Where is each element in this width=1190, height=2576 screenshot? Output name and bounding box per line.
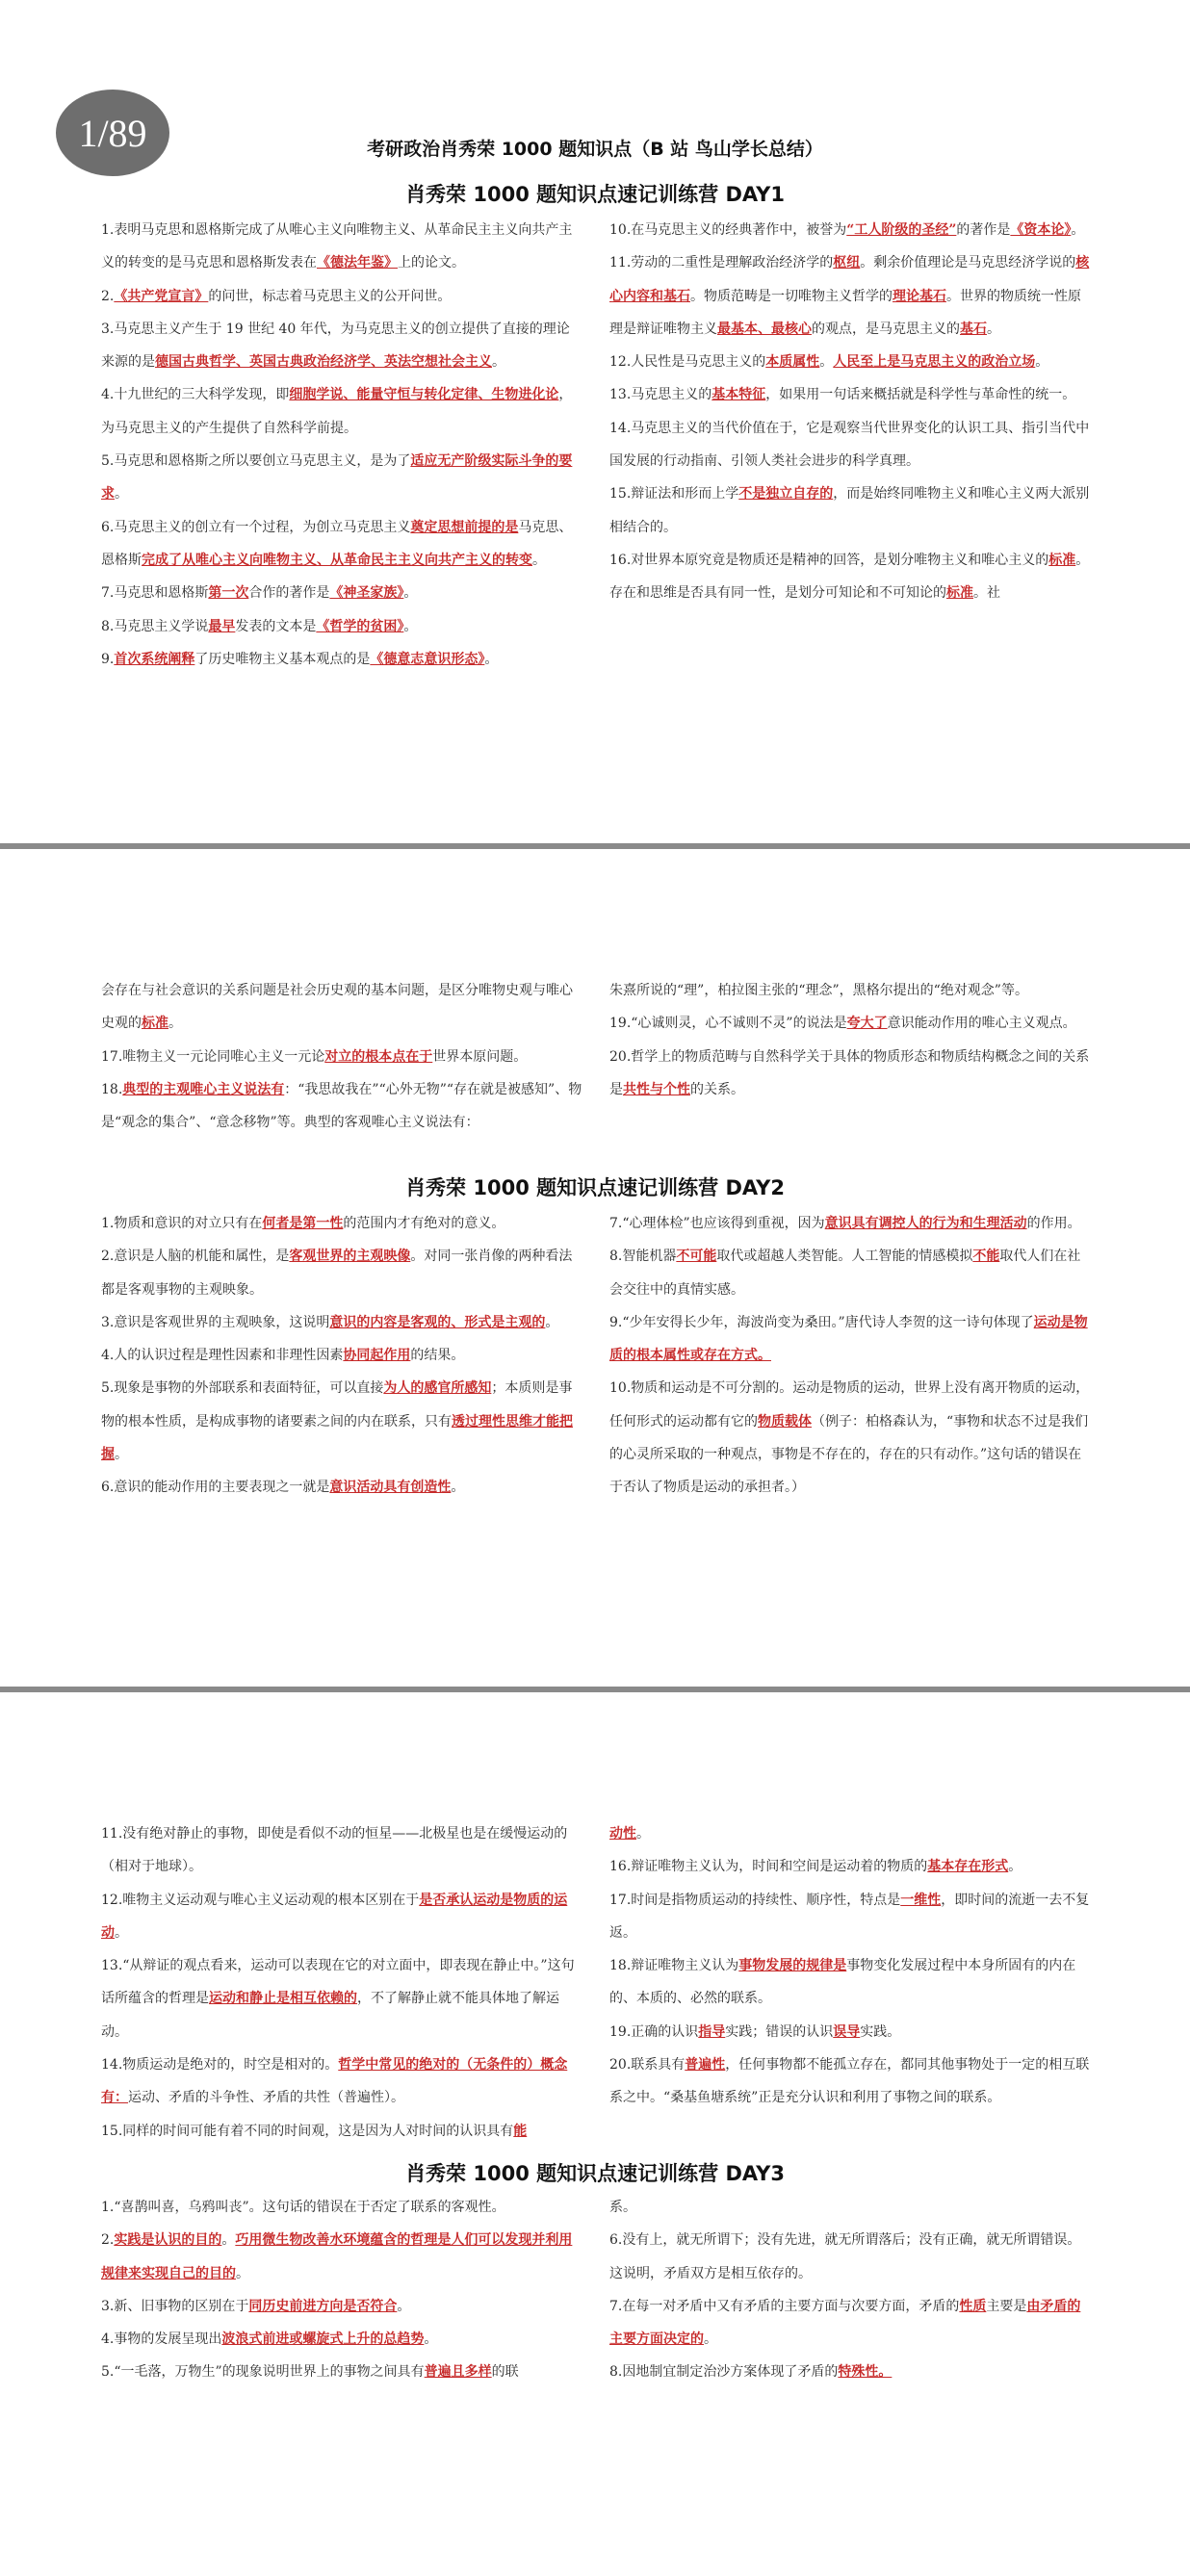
point-text: ，任何事物都不能孤立存在，都同其他事物处于一定的相互联系之中。“桑基鱼塘系统”正是充分认识和利用了事物之间的联系。 <box>609 2057 1090 2106</box>
knowledge-point-item <box>101 313 582 379</box>
point-text: 合作的著作是 <box>248 585 330 602</box>
knowledge-point-item <box>609 378 1091 411</box>
highlighted-key-phrase: 标准 <box>142 1016 168 1032</box>
point-text: 的结果。 <box>410 1348 465 1364</box>
point-text: 12.人民性是马克思主义的 <box>609 354 766 371</box>
knowledge-point-item <box>609 1817 1091 1850</box>
point-text: 14.马克思主义的当代价值在于，它是观察当代世界变化的认识工具、指引当代中国发展的行动指南、引领人类社会进步的科学真理。 <box>609 420 1090 470</box>
highlighted-key-phrase: 《德法年鉴》 <box>317 255 398 271</box>
day2-right-column <box>609 1207 1091 1505</box>
highlighted-key-phrase: 物质载体 <box>758 1413 812 1430</box>
knowledge-point-item <box>609 1949 1091 2016</box>
point-text: 4.十九世纪的三大科学发现，即 <box>101 387 290 403</box>
point-text: 。 <box>987 321 1000 337</box>
highlighted-key-phrase: 误导 <box>833 2023 861 2040</box>
highlighted-key-phrase: 政治立场 <box>981 354 1036 371</box>
point-text: 16.辩证唯物主义认为，时间和空间是运动着的物质的 <box>609 1859 928 1875</box>
point-text: 。 <box>424 2331 438 2348</box>
point-text: 12.唯物主义运动观与唯心主义运动观的根本区别在于 <box>101 1892 420 1908</box>
knowledge-point-item <box>101 974 582 1041</box>
knowledge-point-item <box>101 577 582 609</box>
point-text: 10.在马克思主义的经典著作中，被誉为 <box>609 222 847 238</box>
day1-right-column <box>609 214 1091 610</box>
point-text: 16.对世界本原究竟是物质还是精神的回答，是划分唯物主义和唯心主义的 <box>609 552 1049 568</box>
knowledge-point-item <box>609 477 1091 544</box>
point-text: 马克思、恩格斯 <box>101 519 573 568</box>
point-text: 1.表明马克思和恩格斯完成了从唯心主义向唯物主义、从革命民主主义向共产主义的转变的是马克思和恩格斯发表在 <box>101 222 573 271</box>
point-text: 。物质范畴是一切唯物主义哲学的 <box>690 288 892 304</box>
knowledge-point-item <box>101 1339 582 1372</box>
point-text: 2. <box>101 2232 115 2249</box>
point-text: 20.联系具有 <box>609 2057 686 2074</box>
point-text: 系。 <box>609 2200 636 2215</box>
document-title: 考研政治肖秀荣 1000 题知识点（B 站 鸟山学长总结） <box>367 139 823 160</box>
point-text: 。 <box>221 2232 236 2249</box>
point-text: 18.辩证唯物主义认为 <box>609 1958 739 1974</box>
highlighted-key-phrase: 首次系统阐释 <box>114 651 195 667</box>
knowledge-point-item <box>101 1372 582 1471</box>
highlighted-key-phrase: 意识具有调控人的行为和生理活动 <box>824 1216 1027 1231</box>
highlighted-key-phrase: 意识活动具有创造性 <box>329 1480 452 1496</box>
point-text: 2. <box>101 288 115 304</box>
point-text: 3.新、旧事物的区别在于 <box>101 2298 249 2314</box>
point-text: 的关系。 <box>690 1081 744 1097</box>
knowledge-point-item <box>101 214 582 280</box>
point-text: 7.马克思和恩格斯 <box>101 585 209 602</box>
highlighted-key-phrase: 细胞学说、能量守恒与转化定律、生物进化论 <box>289 387 559 403</box>
point-text: 。 <box>819 354 834 371</box>
knowledge-point-item <box>609 412 1091 478</box>
point-text: 。 <box>1071 222 1085 238</box>
highlighted-key-phrase: 基本存在形式 <box>927 1859 1009 1875</box>
knowledge-point-item <box>609 2224 1091 2290</box>
knowledge-point-item <box>609 544 1091 610</box>
highlighted-key-phrase: 普遍且多样 <box>424 2364 492 2381</box>
knowledge-point-item <box>609 974 1091 1007</box>
highlighted-key-phrase: 由矛盾的主要方面决定的 <box>609 2298 1081 2348</box>
point-text: 会存在与社会意识的关系问题是社会历史观的基本问题，是区分唯物史观与唯心史观的 <box>101 983 573 1032</box>
section-title-day3: 肖秀荣 1000 题知识点速记训练营 DAY3 <box>405 2162 785 2185</box>
point-text: 6.马克思主义的创立有一个过程，为创立马克思主义 <box>101 519 411 535</box>
highlighted-key-phrase: 《哲学的贫困》 <box>316 618 404 634</box>
point-text: 17.唯物主义一元论同唯心主义一元论 <box>101 1048 325 1065</box>
highlighted-key-phrase: “工人阶级的圣经” <box>846 222 957 238</box>
highlighted-key-phrase: 适应无产阶级实际斗争的要求 <box>101 453 573 502</box>
point-text: 。 <box>115 1924 128 1941</box>
knowledge-point-item <box>609 246 1091 346</box>
highlighted-key-phrase: 第一次 <box>208 585 249 602</box>
point-text: 的联 <box>491 2364 519 2381</box>
knowledge-point-item <box>101 1306 582 1339</box>
knowledge-point-item <box>101 1240 582 1306</box>
point-text: 6.没有上，就无所谓下；没有先进，就无所谓落后；没有正确，就无所谓错误。这说明，矛盾双方是相互依存的。 <box>609 2232 1081 2281</box>
point-text: ，不了解静止就不能具体地了解运动。 <box>101 1991 559 2040</box>
highlighted-key-phrase: 人民至上是马克思主义的 <box>833 354 982 371</box>
knowledge-point-item <box>101 2224 582 2290</box>
knowledge-point-item <box>101 643 582 676</box>
knowledge-point-item <box>101 2191 582 2224</box>
document-page-3 <box>0 1692 1190 2576</box>
point-text: 。 <box>636 1826 650 1842</box>
knowledge-point-item <box>609 214 1091 246</box>
highlighted-key-phrase: 波浪式前进或螺旋式上升的总趋势 <box>221 2331 425 2348</box>
point-text: 。 <box>1035 354 1049 371</box>
point-text: 。 <box>1008 1859 1022 1875</box>
point-text: 。 <box>451 1480 465 1496</box>
highlighted-key-phrase: 不是独立自存的 <box>738 486 834 502</box>
day2-left-column <box>101 1207 582 1505</box>
day2-cont-right-column <box>609 1817 1091 2115</box>
knowledge-point-item <box>101 1471 582 1504</box>
knowledge-point-item <box>101 610 582 643</box>
point-text: 8.因地制宜制定治沙方案体现了矛盾的 <box>609 2364 839 2381</box>
highlighted-key-phrase: 《共产党宣言》 <box>114 288 209 304</box>
point-text: ，为马克思主义的产生提供了自然科学前提。 <box>101 387 573 436</box>
point-text: 9.“少年安得长少年，海波尚变为桑田。”唐代诗人李贺的这一诗句体现了 <box>609 1314 1034 1330</box>
point-text: 。 <box>545 1314 559 1330</box>
point-text: 。 <box>492 354 505 371</box>
highlighted-key-phrase: 《神圣家族》 <box>329 585 404 602</box>
highlighted-key-phrase: 《德意志意识形态》 <box>370 651 485 667</box>
highlighted-key-phrase: 同历史前进方向是否符合 <box>248 2298 398 2314</box>
highlighted-key-phrase: 最基本、最核心 <box>717 321 812 337</box>
highlighted-key-phrase: 性质 <box>959 2298 987 2314</box>
point-text: 5.“一毛落，万物生”的现象说明世界上的事物之间具有 <box>101 2364 425 2381</box>
point-text: 。剩余价值理论是马克思经济学说的 <box>860 255 1076 271</box>
point-text: 15.辩证法和形而上学 <box>609 486 739 502</box>
section-title-day2: 肖秀荣 1000 题知识点速记训练营 DAY2 <box>405 1176 785 1199</box>
point-text: 。 <box>403 618 418 634</box>
knowledge-point-item <box>609 1041 1091 1107</box>
point-text: 13.马克思主义的 <box>609 387 712 403</box>
point-text: 。社 <box>973 585 1000 602</box>
point-text: 世界本原问题。 <box>432 1048 528 1065</box>
highlighted-key-phrase: 完成了从唯心主义向唯物主义、从革命民主主义向共产主义的转变 <box>142 552 532 568</box>
point-text: 11.没有绝对静止的事物，即使是看似不动的恒星——北极星也是在缓慢运动的（相对于地球）。 <box>101 1826 568 1875</box>
knowledge-point-item <box>101 2323 582 2356</box>
highlighted-key-phrase: 核心内容和基石 <box>609 255 1090 304</box>
point-text: 9. <box>101 651 115 667</box>
highlighted-key-phrase: 不能 <box>972 1249 1000 1265</box>
highlighted-key-phrase: 普遍性 <box>685 2057 726 2074</box>
knowledge-point-item <box>101 1817 582 1884</box>
knowledge-point-item <box>609 1207 1091 1240</box>
document-page-1 <box>0 0 1190 843</box>
knowledge-point-item <box>101 445 582 511</box>
highlighted-key-phrase: 事物发展的规律是 <box>738 1958 847 1974</box>
point-text: （例子：柏格森认为，“事物和状态不过是我们的心灵所采取的一种观点，事物是不存在的，存在的只有动作。”这句话的错误在于否认了物质是运动的承担者。） <box>609 1413 1089 1496</box>
knowledge-point-item <box>101 2356 582 2388</box>
point-text: 朱熹所说的“理”，柏拉图主张的“理念”，黑格尔提出的“绝对观念”等。 <box>609 983 1028 998</box>
point-text: 运动、矛盾的斗争性、矛盾的共性（普遍性）。 <box>128 2090 404 2106</box>
highlighted-key-phrase: 特殊性。 <box>838 2364 892 2381</box>
point-text: 8.智能机器 <box>609 1249 677 1265</box>
point-text: 。对同一张肖像的两种看法都是客观事物的主观映象。 <box>101 1249 573 1298</box>
point-text: 5.现象是事物的外部联系和表面特征，可以直接 <box>101 1380 384 1397</box>
highlighted-key-phrase: 不可能 <box>676 1249 717 1265</box>
point-text: 取代人们在社会交往中的真情实感。 <box>609 1249 1081 1298</box>
point-text: 6.意识的能动作用的主要表现之一就是 <box>101 1480 330 1496</box>
highlighted-key-phrase: 哲学中常见的绝对的（无条件的）概念有： <box>101 2057 568 2106</box>
point-text: 事物变化发展过程中本身所固有的内在的、本质的、必然的联系。 <box>609 1958 1076 2007</box>
highlighted-key-phrase: 最早 <box>208 618 236 634</box>
point-text: 取代或超越人类智能。人工智能的情感模拟 <box>716 1249 973 1265</box>
day1-cont-right-column <box>609 974 1091 1106</box>
point-text: 的作用。 <box>1026 1216 1081 1231</box>
point-text: 1.物质和意识的对立只有在 <box>101 1216 263 1231</box>
point-text: 实践；错误的认识 <box>725 2023 834 2040</box>
point-text: 19.正确的认识 <box>609 2023 699 2040</box>
point-text: 。 <box>484 651 499 667</box>
day2-cont-left-column <box>101 1817 582 2148</box>
point-text: 5.马克思和恩格斯之所以要创立马克思主义，是为了 <box>101 453 411 470</box>
knowledge-point-item <box>609 2356 1091 2388</box>
point-text: 7.在每一对矛盾中又有矛盾的主要方面与次要方面，矛盾的 <box>609 2298 960 2314</box>
highlighted-key-phrase: 典型的主观唯心主义说法有 <box>122 1081 285 1097</box>
point-text: 。 <box>532 552 546 568</box>
highlighted-key-phrase: 对立的根本点在于 <box>324 1048 433 1065</box>
point-text: 主要是 <box>986 2298 1027 2314</box>
point-text: 的观点，是马克思主义的 <box>812 321 960 337</box>
point-text: ，如果用一句话来概括就是科学性与革命性的统一。 <box>765 387 1076 403</box>
point-text: 。世界的物质统一性原理是辩证唯物主义 <box>609 288 1081 337</box>
point-text: ；本质则是事物的根本性质，是构成事物的诸要素之间的内在联系，只有 <box>101 1380 573 1430</box>
highlighted-key-phrase: 何者是第一性 <box>262 1216 344 1231</box>
highlighted-key-phrase: 夸大了 <box>846 1016 888 1032</box>
point-text: 。 <box>115 1447 128 1463</box>
highlighted-key-phrase: 是否承认运动是物质的运动 <box>101 1892 568 1941</box>
point-text: 15.同样的时间可能有着不同的时间观，这是因为人对时间的认识具有 <box>101 2123 514 2139</box>
knowledge-point-item <box>609 1372 1091 1504</box>
highlighted-key-phrase: 动性 <box>609 1826 636 1842</box>
point-text: 10.物质和运动是不可分割的。运动是物质的运动，世界上没有离开物质的运动，任何形式的运动都有它的 <box>609 1380 1090 1430</box>
point-text: 20.哲学上的物质范畴与自然科学关于具体的物质形态和物质结构概念之间的关系是 <box>609 1048 1090 1097</box>
highlighted-key-phrase: 奠定思想前提的是 <box>410 519 519 535</box>
highlighted-key-phrase: 理论基石 <box>892 288 946 304</box>
knowledge-point-item <box>609 1884 1091 1950</box>
point-text: 实践。 <box>860 2023 901 2040</box>
point-text: 的范围内才有绝对的意义。 <box>343 1216 505 1231</box>
point-text: 14.物质运动是绝对的，时空是相对的。 <box>101 2057 339 2074</box>
section-title-day1: 肖秀荣 1000 题知识点速记训练营 DAY1 <box>405 183 785 206</box>
highlighted-key-phrase: 能 <box>513 2123 528 2139</box>
highlighted-key-phrase: 一维性 <box>900 1892 942 1908</box>
point-text: ，即时间的流逝一去不复返。 <box>609 1892 1090 1941</box>
point-text: ：“我思故我在”“心外无物”“存在就是被感知”、物是“观念的集合”、“意念移物”等。典型的客观唯心主义说法有： <box>101 1081 582 1131</box>
point-text: ，而是始终同唯物主义和唯心主义两大派别相结合的。 <box>609 486 1090 535</box>
point-text: 意识能动作用的唯心主义观点。 <box>887 1016 1076 1032</box>
highlighted-key-phrase: 运动是物质的根本属性或存在方式。 <box>609 1314 1088 1364</box>
knowledge-point-item <box>101 2048 582 2115</box>
document-page-2 <box>0 849 1190 1687</box>
highlighted-key-phrase: 基石 <box>960 321 987 337</box>
highlighted-key-phrase: 透过理性思维才能把握 <box>101 1413 573 1463</box>
knowledge-point-item <box>609 346 1091 378</box>
knowledge-point-item <box>101 1073 582 1140</box>
day3-right-column <box>609 2191 1091 2389</box>
point-text: 的著作是 <box>956 222 1011 238</box>
page-counter-badge: 1/89 <box>56 90 169 176</box>
point-text: 。 <box>115 486 128 502</box>
knowledge-point-item <box>101 280 582 313</box>
knowledge-point-item <box>609 2191 1091 2224</box>
highlighted-key-phrase: 基本特征 <box>711 387 766 403</box>
point-text: 4.事物的发展呈现出 <box>101 2331 222 2348</box>
point-text: 11.劳动的二重性是理解政治经济学的 <box>609 255 834 271</box>
point-text: 7.“心理体检”也应该得到重视，因为 <box>609 1216 825 1231</box>
point-text: 17.时间是指物质运动的持续性、顺序性，特点是 <box>609 1892 901 1908</box>
knowledge-point-item <box>609 1306 1091 1373</box>
highlighted-key-phrase: 协同起作用 <box>343 1348 411 1364</box>
point-text: 了历史唯物主义基本观点的是 <box>194 651 371 667</box>
highlighted-key-phrase: 意识的内容是客观的、形式是主观的 <box>329 1314 546 1330</box>
knowledge-point-item <box>101 1949 582 2048</box>
point-text: 19.“心诚则灵，心不诚则不灵”的说法是 <box>609 1016 847 1032</box>
point-text: 。 <box>397 2298 411 2314</box>
knowledge-point-item <box>101 2115 582 2148</box>
day3-left-column <box>101 2191 582 2389</box>
highlighted-key-phrase: 运动和静止是相互依赖的 <box>209 1991 357 2007</box>
knowledge-point-item <box>609 1007 1091 1040</box>
highlighted-key-phrase: 标准 <box>1048 552 1076 568</box>
day1-left-column <box>101 214 582 676</box>
point-text: 。存在和思维是否具有同一性，是划分可知论和不可知论的 <box>609 552 1090 602</box>
highlighted-key-phrase: 共性与个性 <box>623 1081 690 1097</box>
point-text: 。 <box>403 585 418 602</box>
knowledge-point-item <box>101 1207 582 1240</box>
point-text: 3.意识是客观世界的主观映象，这说明 <box>101 1314 330 1330</box>
knowledge-point-item <box>609 2290 1091 2357</box>
highlighted-key-phrase: 客观世界的主观映像 <box>289 1249 411 1265</box>
highlighted-key-phrase: 枢纽 <box>833 255 861 271</box>
point-text: 发表的文本是 <box>235 618 317 634</box>
point-text: 3.马克思主义产生于 19 世纪 40 年代，为马克思主义的创立提供了直接的理论来源的是 <box>101 321 570 371</box>
point-text: 上的论文。 <box>398 255 465 271</box>
point-text: 8.马克思主义学说 <box>101 618 209 634</box>
knowledge-point-item <box>101 2290 582 2323</box>
knowledge-point-item <box>609 2048 1091 2115</box>
point-text: 。 <box>704 2331 717 2348</box>
point-text: 。 <box>168 1016 182 1032</box>
knowledge-point-item <box>101 511 582 578</box>
highlighted-key-phrase: 为人的感官所感知 <box>383 1380 492 1397</box>
highlighted-key-phrase: 本质属性 <box>765 354 820 371</box>
highlighted-key-phrase: 实践是认识的目的 <box>114 2232 222 2249</box>
point-text: 1.“喜鹊叫喜，乌鸦叫丧”。这句话的错误在于否定了联系的客观性。 <box>101 2200 505 2215</box>
day1-cont-left-column <box>101 974 582 1139</box>
highlighted-key-phrase: 德国古典哲学、英国古典政治经济学、英法空想社会主义 <box>155 354 492 371</box>
highlighted-key-phrase: 巧用微生物改善水环境蕴含的哲理是人们可以发现并利用规律来实现自己的目的 <box>101 2232 573 2281</box>
knowledge-point-item <box>101 378 582 445</box>
highlighted-key-phrase: 《资本论》 <box>1010 222 1072 238</box>
point-text: 4.人的认识过程是理性因素和非理性因素 <box>101 1348 344 1364</box>
point-text: 。 <box>236 2265 249 2281</box>
knowledge-point-item <box>101 1041 582 1073</box>
point-text: 的问世，标志着马克思主义的公开问世。 <box>208 288 452 304</box>
point-text: 13.“从辩证的观点看来，运动可以表现在它的对立面中，即表现在静止中。”这句话所蕴含的哲理是 <box>101 1958 575 2007</box>
knowledge-point-item <box>609 2016 1091 2048</box>
point-text: 18. <box>101 1081 123 1097</box>
knowledge-point-item <box>609 1850 1091 1883</box>
point-text: 2.意识是人脑的机能和属性，是 <box>101 1249 290 1265</box>
highlighted-key-phrase: 指导 <box>698 2023 726 2040</box>
knowledge-point-item <box>609 1240 1091 1306</box>
knowledge-point-item <box>101 1884 582 1950</box>
highlighted-key-phrase: 标准 <box>946 585 973 602</box>
